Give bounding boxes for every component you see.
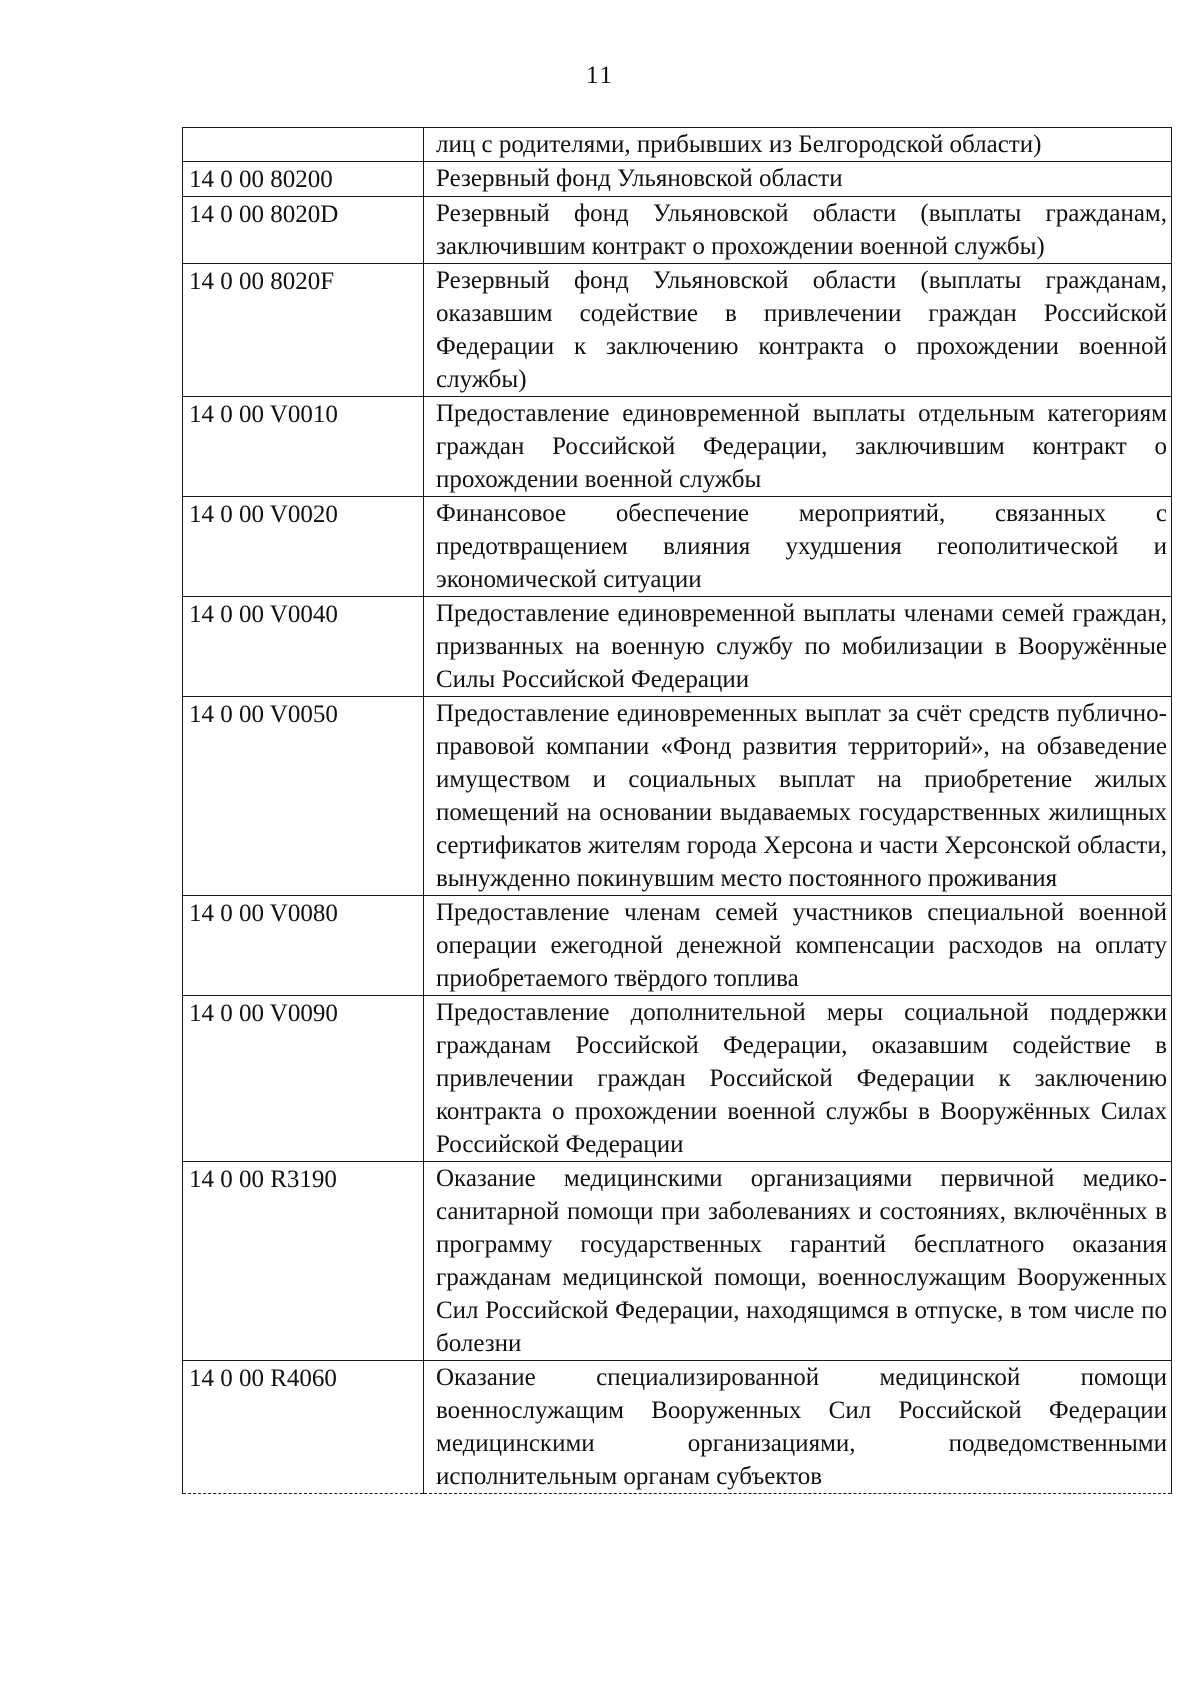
row-description: лиц с родителями, прибывших из Белгородской области) [424,128,1172,162]
row-code: 14 0 00 V0090 [183,996,424,1162]
row-code: 14 0 00 V0010 [183,397,424,497]
row-description: Предоставление единовременных выплат за счёт средств публично-правовой компании «Фонд развития территорий», на обзаведение имуществом и социальных выплат на приобретение жилых помещений на основании выдаваемых государственных жилищных сертификатов жителям города Херсона и части Херсонской области, вынужденно покинувшим место постоянного проживания [424,697,1172,896]
table-row [183,397,1172,497]
table-row [183,996,1172,1162]
table-row [183,1361,1172,1494]
row-code: 14 0 00 8020D [183,197,424,264]
row-description: Оказание специализированной медицинской помощи военнослужащим Вооруженных Сил Российской Федерации медицинскими организациями, подведомственными исполнительным органам субъектов [424,1361,1172,1494]
row-code [183,128,424,162]
row-description: Резервный фонд Ульяновской области (выплаты гражданам, заключившим контракт о прохождении военной службы) [424,197,1172,264]
table-row [183,128,1172,162]
row-description: Резервный фонд Ульяновской области [424,162,1172,197]
row-description: Финансовое обеспечение мероприятий, связанных с предотвращением влияния ухудшения геополитической и экономической ситуации [424,497,1172,597]
row-code: 14 0 00 8020F [183,264,424,397]
row-description: Предоставление единовременной выплаты отдельным категориям граждан Российской Федерации, заключившим контракт о прохождении военной службы [424,397,1172,497]
row-code: 14 0 00 V0080 [183,896,424,996]
row-code: 14 0 00 V0050 [183,697,424,896]
row-description: Предоставление членам семей участников специальной военной операции ежегодной денежной компенсации расходов на оплату приобретаемого твёрдого топлива [424,896,1172,996]
row-code: 14 0 00 V0020 [183,497,424,597]
table-row [183,497,1172,597]
table-row [183,264,1172,397]
row-code: 14 0 00 80200 [183,162,424,197]
row-description: Оказание медицинскими организациями первичной медико-санитарной помощи при заболеваниях и состояниях, включённых в программу государственных гарантий бесплатного оказания гражданам медицинской помощи, военнослужащим Вооруженных Сил Российской Федерации, находящимся в отпуске, в том числе по болезни [424,1162,1172,1361]
row-description: Предоставление дополнительной меры социальной поддержки гражданам Российской Федерации, оказавшим содействие в привлечении граждан Российской Федерации к заключению контракта о прохождении военной службы в Вооружённых Силах Российской Федерации [424,996,1172,1162]
table-row [183,697,1172,896]
row-description: Резервный фонд Ульяновской области (выплаты гражданам, оказавшим содействие в привлечении граждан Российской Федерации к заключению контракта о прохождении военной службы) [424,264,1172,397]
row-description: Предоставление единовременной выплаты членами семей граждан, призванных на военную службу по мобилизации в Вооружённые Силы Российской Федерации [424,597,1172,697]
row-code: 14 0 00 R3190 [183,1162,424,1361]
row-code: 14 0 00 V0040 [183,597,424,697]
table-row [183,597,1172,697]
table-row [183,896,1172,996]
table-row [183,1162,1172,1361]
row-code: 14 0 00 R4060 [183,1361,424,1494]
page-number: 11 [585,62,615,89]
budget-classification-table [182,127,1172,1494]
table-row [183,162,1172,197]
table-row [183,197,1172,264]
